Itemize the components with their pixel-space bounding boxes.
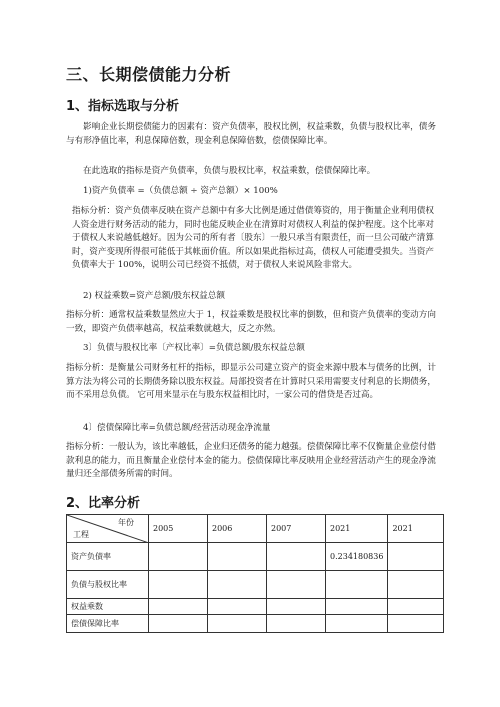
table-cell	[267, 543, 326, 571]
year-header: 2005	[149, 515, 208, 543]
row-label: 偿债保障比率	[67, 615, 149, 633]
table-cell	[388, 571, 444, 599]
table-cell	[149, 599, 208, 615]
subsection-title-ratio-analysis: 2、比率分析	[66, 496, 141, 511]
subsection-title-indicators: 1、指标选取与分析	[66, 99, 180, 114]
table-row	[67, 615, 444, 633]
table-corner-cell	[67, 515, 149, 543]
year-header: 2021	[326, 515, 388, 543]
corner-year-label: 年份	[118, 518, 134, 527]
analysis-debt-coverage-ratio: 指标分析：一般认为，该比率越低，企业归还债务的能力越强。偿债保障比率不仅衡量企业偿付借款利息的能力，而且衡量企业偿付本金的能力。偿债保障比率反映用企业经营活动产生的现金净流量归还全部债务所需的时间。	[66, 442, 436, 480]
analysis-debt-equity-ratio: 指标分析：是衡量公司财务杠杆的指标，即显示公司建立资产的资金来源中股本与债务的比例，计算方法为将公司的长期债务除以股东权益。局部投资者在计算时只采用需要支付利息的长期债务，而不采用总负债。 它可用来显示在与股东权益相比时，一家公司的借贷是否过高。	[66, 363, 436, 401]
table-cell	[326, 599, 388, 615]
selected-indicators-paragraph: 在此选取的指标是资产负债率，负债与股权比率，权益乘数，偿债保障比率。	[83, 166, 376, 176]
table-cell	[388, 615, 444, 633]
table-cell	[388, 599, 444, 615]
table-row	[67, 599, 444, 615]
table-cell	[326, 571, 388, 599]
table-cell	[149, 615, 208, 633]
corner-item-label: 工程	[73, 530, 89, 539]
year-header: 2007	[267, 515, 326, 543]
row-label: 权益乘数	[67, 599, 149, 615]
formula-equity-multiplier: 2) 权益乘数=资产总额/股东权益总额	[83, 291, 225, 301]
year-header: 2006	[208, 515, 267, 543]
analysis-debt-ratio: 指标分析：资产负债率反映在资产总额中有多大比例是通过借债筹资的，用于衡量企业利用债权人资金进行财务活动的能力，同时也能反映企业在清算时对债权人利益的保护程度。这个比率对于债权人来说越低越好。因为公司的所有者〔股东〕一般只承当有限责任，而一旦公司破产清算时，资产变现所得很可能低于其帐面价值。所以如果此指标过高，债权人可能遭受损失。当资产负债率大于 100%，说明公司已经资不抵债，对于债权人来说风险非常大。	[72, 206, 434, 271]
table-cell	[208, 599, 267, 615]
table-cell	[208, 571, 267, 599]
analysis-equity-multiplier: 指标分析：通常权益乘数显然应大于 1，权益乘数是股权比率的倒数，但和资产负债率的变动方向一致，即资产负债率越高，权益乘数就越大，反之亦然。	[66, 310, 436, 334]
table-cell	[267, 571, 326, 599]
table-cell	[208, 543, 267, 571]
table-row	[67, 571, 444, 599]
table-cell	[267, 599, 326, 615]
table-cell	[149, 543, 208, 571]
formula-debt-ratio: 1)资产负债率 =（负债总额 ÷ 资产总额）× 100%	[83, 186, 278, 196]
section-title: 三、长期偿债能力分析	[66, 65, 232, 84]
table-cell	[326, 615, 388, 633]
ratio-table	[66, 514, 444, 633]
table-cell	[388, 543, 444, 571]
table-cell	[149, 571, 208, 599]
table-cell	[267, 615, 326, 633]
table-cell: 0.234180836	[326, 543, 388, 571]
year-header: 2021	[388, 515, 444, 543]
row-label: 资产负债率	[67, 543, 149, 571]
table-header-row	[67, 515, 444, 543]
row-label: 负债与股权比率	[67, 571, 149, 599]
intro-paragraph: 影响企业长期偿债能力的因素有：资产负债率，股权比例，权益乘数，负债与股权比率，债务与有形净值比率，利息保障倍数，现金利息保障倍数，偿债保障比率。	[66, 122, 436, 146]
formula-debt-equity-ratio: 3〕负债与股权比率〔产权比率〕=负债总额/股东权益总额	[83, 343, 305, 353]
formula-debt-coverage-ratio: 4〕偿债保障比率=负债总额/经营活动现金净流量	[83, 423, 271, 433]
table-row	[67, 543, 444, 571]
table-cell	[208, 615, 267, 633]
